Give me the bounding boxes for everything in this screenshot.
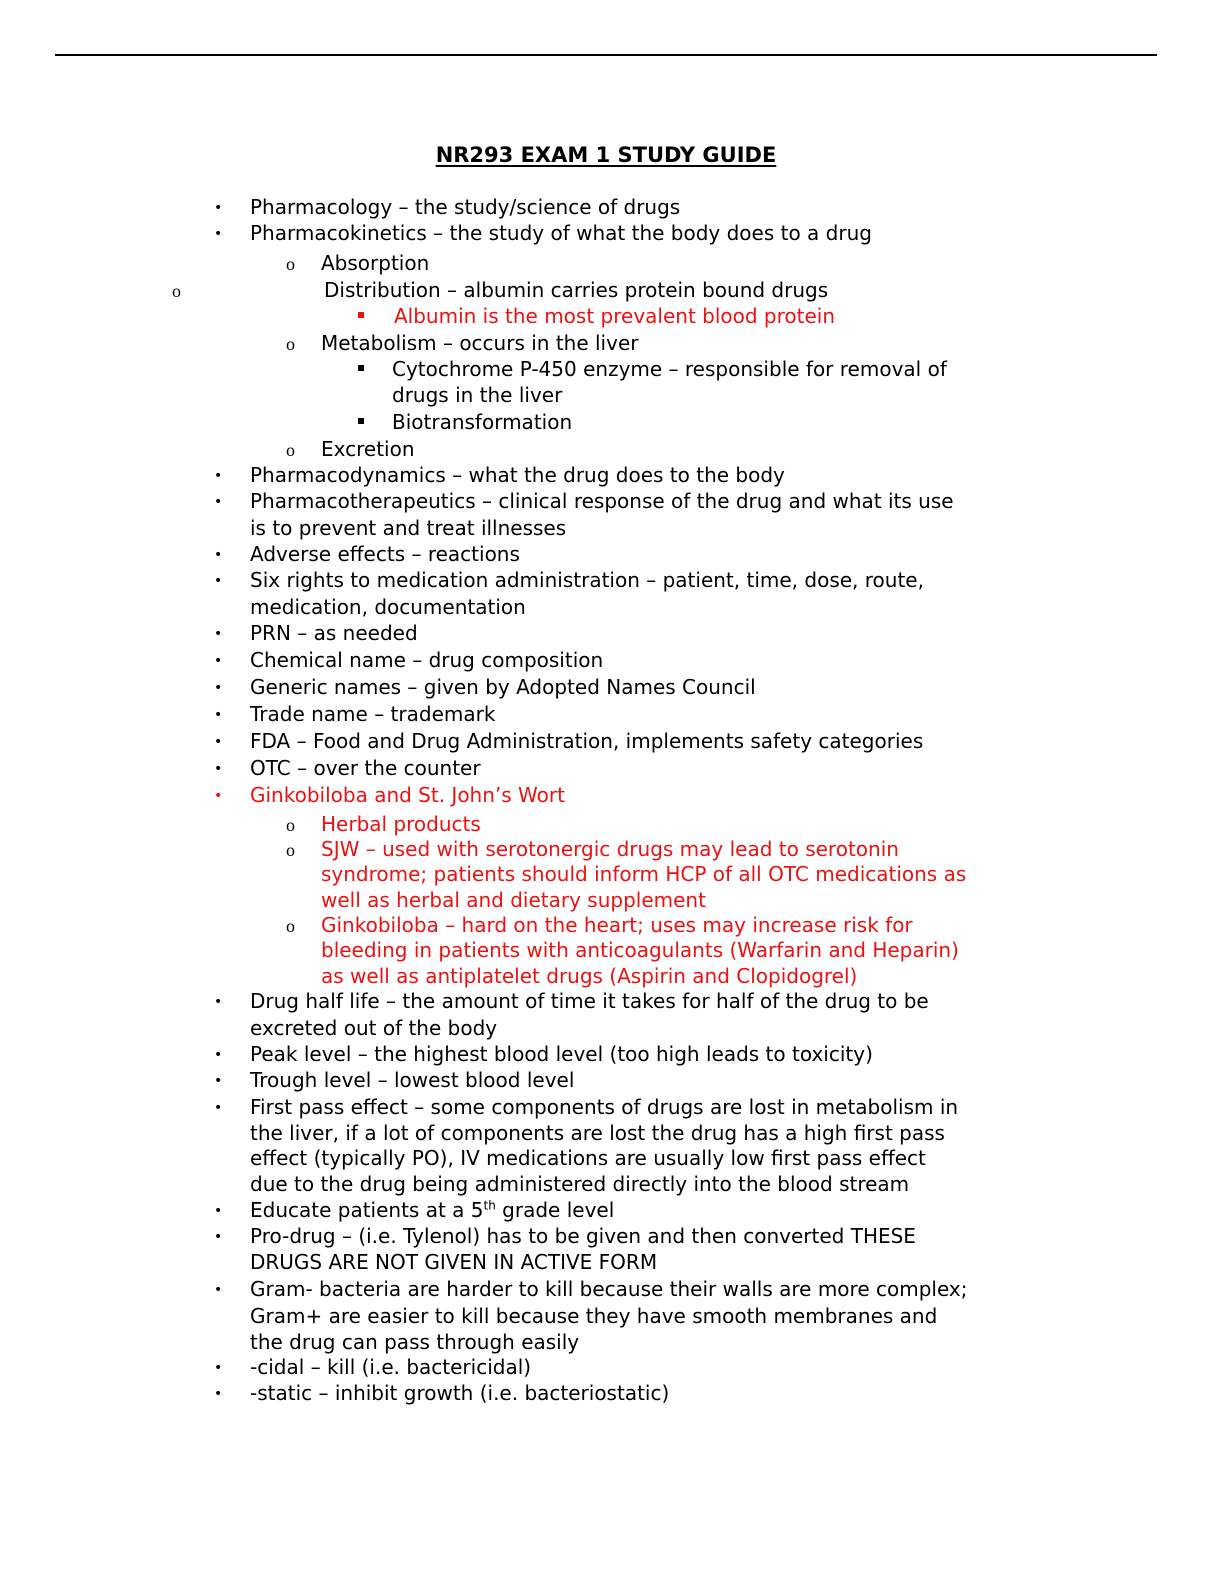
list-item: -cidal – kill (i.e. bactericidal) xyxy=(250,1355,532,1379)
list-item: Pharmacodynamics – what the drug does to the body xyxy=(250,463,785,487)
list-item: Metabolism – occurs in the liver xyxy=(321,331,639,355)
bullet-icon: • xyxy=(214,1386,223,1402)
list-item-cont: well as herbal and dietary supplement xyxy=(321,888,706,912)
list-item-cont: drugs in the liver xyxy=(392,383,563,407)
bullet-icon: • xyxy=(214,1047,223,1063)
circle-bullet-icon: o xyxy=(286,334,295,354)
bullet-icon: • xyxy=(214,680,223,696)
square-bullet-icon xyxy=(358,418,364,424)
list-item: Albumin is the most prevalent blood protein xyxy=(394,304,836,328)
list-item: Absorption xyxy=(321,251,430,275)
bullet-icon: • xyxy=(214,1282,223,1298)
bullet-icon: • xyxy=(214,200,223,216)
educate-text-end: grade level xyxy=(495,1198,615,1222)
bullet-icon: • xyxy=(214,1360,223,1376)
list-item: OTC – over the counter xyxy=(250,756,481,780)
ordinal-suffix: th xyxy=(483,1198,496,1213)
list-item: Cytochrome P-450 enzyme – responsible for removal of xyxy=(392,357,947,381)
circle-bullet-icon: o xyxy=(172,281,181,301)
list-item: Pharmacology – the study/science of drugs xyxy=(250,195,681,219)
bullet-icon: • xyxy=(214,994,223,1010)
list-item: Pharmacotherapeutics – clinical response of the drug and what its use xyxy=(250,489,954,513)
square-bullet-icon xyxy=(358,365,364,371)
bullet-icon: • xyxy=(214,494,223,510)
bullet-icon: • xyxy=(214,734,223,750)
bullet-icon: • xyxy=(214,468,223,484)
list-item-cont: the liver, if a lot of components are lost the drug has a high first pass xyxy=(250,1121,945,1145)
list-item: FDA – Food and Drug Administration, implements safety categories xyxy=(250,729,924,753)
list-item: Gram- bacteria are harder to kill because their walls are more complex; xyxy=(250,1277,968,1301)
bullet-icon: • xyxy=(214,653,223,669)
list-item: Adverse effects – reactions xyxy=(250,542,520,566)
bullet-icon: • xyxy=(214,788,223,804)
list-item: Biotransformation xyxy=(392,410,573,434)
circle-bullet-icon: o xyxy=(286,254,295,274)
list-item: -static – inhibit growth (i.e. bacteriostatic) xyxy=(250,1381,670,1405)
bullet-icon: • xyxy=(214,1229,223,1245)
square-bullet-icon xyxy=(358,312,364,318)
list-item-cont: effect (typically PO), IV medications are usually low first pass effect xyxy=(250,1146,926,1170)
bullet-icon: • xyxy=(214,1203,223,1219)
circle-bullet-icon: o xyxy=(286,440,295,460)
list-item: First pass effect – some components of drugs are lost in metabolism in xyxy=(250,1095,959,1119)
top-rule xyxy=(55,54,1157,56)
list-item: Trade name – trademark xyxy=(250,702,496,726)
list-item-cont: Gram+ are easier to kill because they have smooth membranes and xyxy=(250,1304,938,1328)
list-item-cont: the drug can pass through easily xyxy=(250,1330,580,1354)
list-item: Pro-drug – (i.e. Tylenol) has to be given and then converted THESE xyxy=(250,1224,916,1248)
list-item: Trough level – lowest blood level xyxy=(250,1068,575,1092)
bullet-icon: • xyxy=(214,626,223,642)
list-item: Peak level – the highest blood level (too high leads to toxicity) xyxy=(250,1042,873,1066)
list-item: PRN – as needed xyxy=(250,621,418,645)
list-item: Chemical name – drug composition xyxy=(250,648,604,672)
list-item-cont: DRUGS ARE NOT GIVEN IN ACTIVE FORM xyxy=(250,1250,658,1274)
list-item: Six rights to medication administration – patient, time, dose, route, xyxy=(250,568,924,592)
list-item xyxy=(250,1198,614,1222)
circle-bullet-icon: o xyxy=(286,815,295,835)
bullet-icon: • xyxy=(214,707,223,723)
bullet-icon: • xyxy=(214,1100,223,1116)
list-item-cont: syndrome; patients should inform HCP of all OTC medications as xyxy=(321,862,967,886)
list-item-cont: excreted out of the body xyxy=(250,1016,498,1040)
page-title: NR293 EXAM 1 STUDY GUIDE xyxy=(435,143,777,167)
list-item-cont: is to prevent and treat illnesses xyxy=(250,516,567,540)
list-item: Distribution – albumin carries protein bound drugs xyxy=(324,278,829,302)
list-item: SJW – used with serotonergic drugs may lead to serotonin xyxy=(321,837,899,861)
list-item-cont: as well as antiplatelet drugs (Aspirin and Clopidogrel) xyxy=(321,964,858,988)
list-item-cont: medication, documentation xyxy=(250,595,526,619)
bullet-icon: • xyxy=(214,547,223,563)
list-item-cont: bleeding in patients with anticoagulants (Warfarin and Heparin) xyxy=(321,938,959,962)
list-item: Ginkobiloba and St. John’s Wort xyxy=(250,783,565,807)
list-item: Ginkobiloba – hard on the heart; uses may increase risk for xyxy=(321,913,913,937)
bullet-icon: • xyxy=(214,761,223,777)
list-item: Drug half life – the amount of time it takes for half of the drug to be xyxy=(250,989,929,1013)
list-item: Generic names – given by Adopted Names Council xyxy=(250,675,756,699)
list-item: Pharmacokinetics – the study of what the body does to a drug xyxy=(250,221,872,245)
list-item: Herbal products xyxy=(321,812,481,836)
list-item-cont: due to the drug being administered directly into the blood stream xyxy=(250,1172,910,1196)
circle-bullet-icon: o xyxy=(286,916,295,936)
bullet-icon: • xyxy=(214,1073,223,1089)
circle-bullet-icon: o xyxy=(286,840,295,860)
educate-text: Educate patients at a 5 xyxy=(250,1198,484,1222)
bullet-icon: • xyxy=(214,226,223,242)
list-item: Excretion xyxy=(321,437,415,461)
bullet-icon: • xyxy=(214,573,223,589)
